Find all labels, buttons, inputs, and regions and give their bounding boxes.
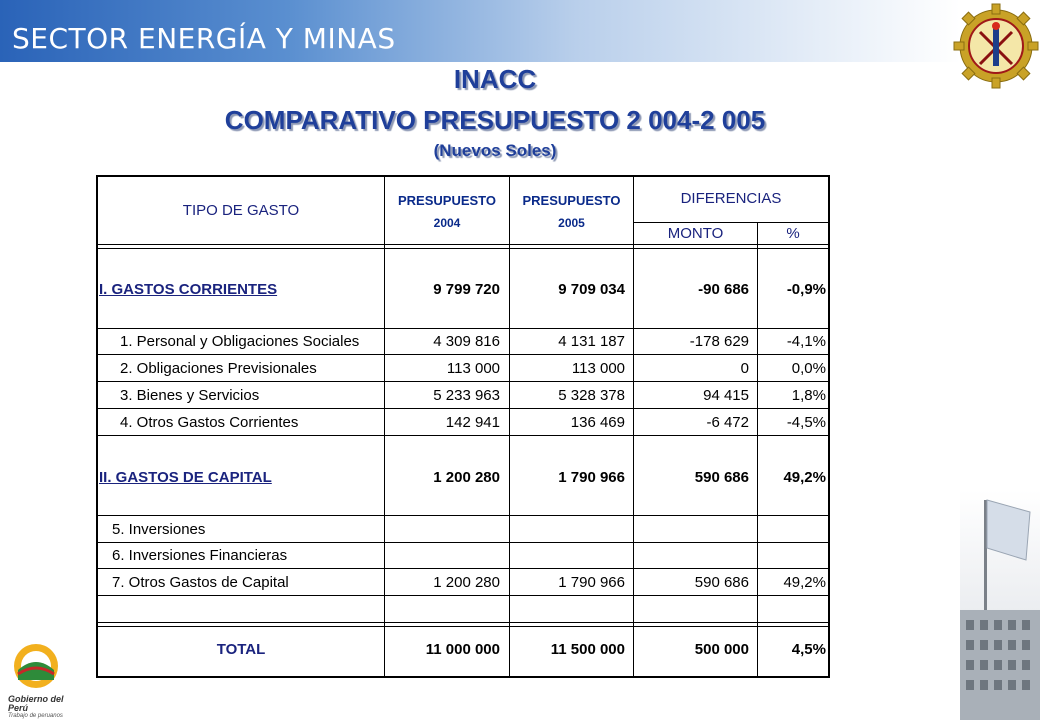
- row-divider: [96, 626, 830, 627]
- cell-p2004: 1 200 280: [433, 469, 500, 486]
- header-tipo-gasto: TIPO DE GASTO: [182, 202, 300, 219]
- cell-p2005: 9 709 034: [558, 281, 625, 298]
- row-label: 6. Inversiones Financieras: [112, 547, 288, 564]
- row-divider: [96, 328, 830, 329]
- row-label: 7. Otros Gastos de Capital: [112, 574, 289, 591]
- row-divider: [96, 244, 830, 245]
- row-label: 2. Obligaciones Previsionales: [120, 360, 317, 377]
- header-year-2004: 2004: [433, 216, 461, 230]
- gob-line3: Perú: [8, 703, 29, 713]
- row-divider: [96, 595, 830, 596]
- total-p2004: 11 000 000: [425, 641, 500, 658]
- total-percent: 4,5%: [791, 641, 826, 658]
- row-divider: [96, 542, 830, 543]
- cell-p2005: 113 000: [571, 360, 625, 377]
- row-label: 4. Otros Gastos Corrientes: [120, 414, 299, 431]
- cell-percent: 49,2%: [783, 469, 826, 486]
- cell-monto: -90 686: [698, 281, 749, 298]
- building-flag-photo: [960, 490, 1040, 720]
- cell-p2005: 4 131 187: [558, 333, 625, 350]
- gob-line1: Gobierno: [8, 694, 48, 704]
- table-border-top: [96, 175, 830, 177]
- cell-p2005: 1 790 966: [558, 469, 625, 486]
- cell-percent: 0,0%: [791, 360, 826, 377]
- total-label: TOTAL: [216, 641, 266, 658]
- page-subtitle: COMPARATIVO PRESUPUESTO 2 004-2 005: [224, 105, 766, 135]
- cell-p2004: 113 000: [446, 360, 500, 377]
- row-divider: [96, 622, 830, 623]
- row-divider: [96, 248, 830, 249]
- cell-percent: -0,9%: [786, 281, 826, 298]
- row-label: 1. Personal y Obligaciones Sociales: [120, 333, 360, 350]
- cell-p2005: 1 790 966: [558, 574, 625, 591]
- gob-tagline: Trabajo de peruanos: [8, 713, 63, 719]
- row-divider: [96, 381, 830, 382]
- cell-monto: 590 686: [694, 574, 749, 591]
- header-diferencias: DIFERENCIAS: [680, 190, 782, 207]
- total-monto: 500 000: [694, 641, 749, 658]
- cell-monto: -6 472: [706, 414, 749, 431]
- banner-text: SECTOR ENERGÍA Y MINAS: [12, 22, 396, 55]
- row-divider: [96, 568, 830, 569]
- cell-p2005: 5 328 378: [558, 387, 625, 404]
- row-label: I. GASTOS CORRIENTES: [99, 281, 278, 298]
- row-label: II. GASTOS DE CAPITAL: [99, 469, 272, 486]
- cell-p2004: 4 309 816: [433, 333, 500, 350]
- cell-monto: 0: [740, 360, 749, 377]
- row-label: 5. Inversiones: [112, 521, 206, 538]
- cell-percent: 1,8%: [791, 387, 826, 404]
- sun-icon: [8, 640, 64, 690]
- cell-monto: -178 629: [689, 333, 749, 350]
- units-label: (Nuevos Soles): [433, 141, 557, 160]
- cell-p2004: 9 799 720: [433, 281, 500, 298]
- total-p2005: 11 500 000: [550, 641, 625, 658]
- row-label: 3. Bienes y Servicios: [120, 387, 260, 404]
- cell-p2005: 136 469: [570, 414, 625, 431]
- header-percent: %: [786, 225, 800, 242]
- header-banner: [0, 0, 960, 62]
- row-divider: [633, 222, 829, 223]
- cell-p2004: 1 200 280: [433, 574, 500, 591]
- page-title: INACC: [453, 64, 537, 94]
- cell-p2004: 142 941: [445, 414, 500, 431]
- cell-monto: 94 415: [703, 387, 749, 404]
- row-divider: [96, 435, 830, 436]
- row-divider: [96, 354, 830, 355]
- cell-monto: 590 686: [694, 469, 749, 486]
- header-monto: MONTO: [667, 225, 724, 242]
- cell-percent: -4,5%: [786, 414, 826, 431]
- gobierno-peru-logo: [8, 640, 78, 720]
- table-border-bottom: [96, 676, 830, 678]
- row-divider: [96, 408, 830, 409]
- cell-percent: 49,2%: [783, 574, 826, 591]
- header-presupuesto-2004: PRESUPUESTO: [397, 193, 496, 208]
- table-border-left: [96, 175, 98, 678]
- header-presupuesto-2005: PRESUPUESTO: [522, 193, 621, 208]
- gob-line2: del: [50, 694, 64, 704]
- header-year-2005: 2005: [558, 216, 585, 230]
- cell-p2004: 5 233 963: [433, 387, 500, 404]
- cell-percent: -4,1%: [786, 333, 826, 350]
- row-divider: [96, 515, 830, 516]
- table-border-right: [828, 175, 830, 678]
